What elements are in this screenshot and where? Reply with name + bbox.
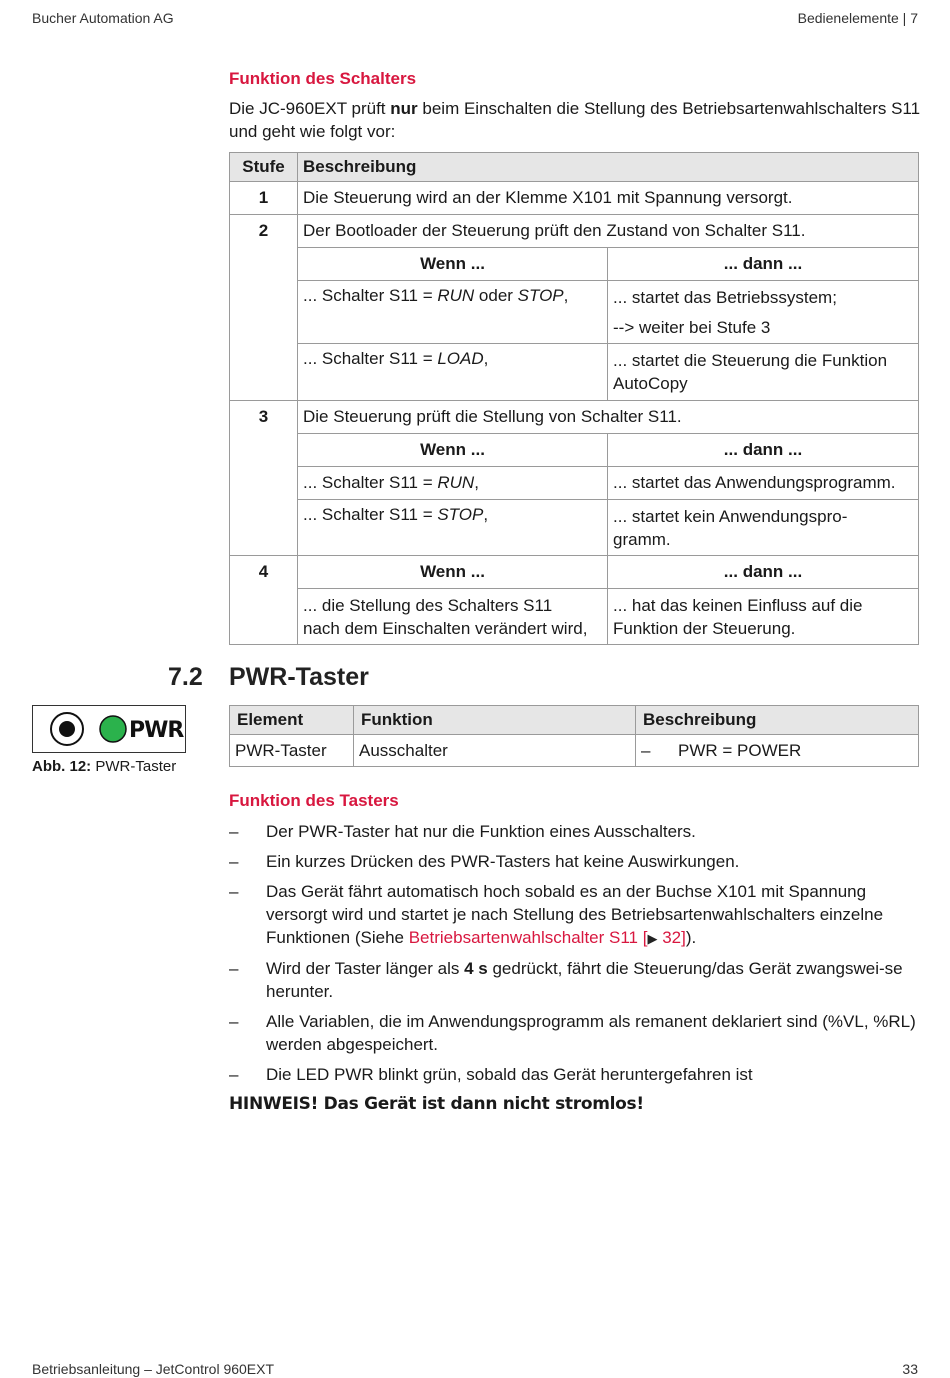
if-suffix: , [563,286,569,305]
header-company: Bucher Automation AG [32,10,174,26]
step-4-if-header: Wenn ... [298,556,608,589]
step-2-then-os [608,281,919,344]
list-item [229,820,919,843]
step-3-if-header: Wenn ... [298,434,608,467]
if-suffix: , [483,505,489,524]
step-4-then-no-effect [608,589,919,645]
intro-bold: nur [390,99,418,118]
section-title: PWR-Taster [229,663,369,691]
footer-document: Betriebsanleitung – JetControl 960EXT [32,1361,275,1377]
then-line-1: ... startet das Betriebssystem; [613,288,837,307]
step-3-if-stop [298,500,608,556]
list-item-text: Alle Variablen, die im Anwendungsprogramm als remanent deklariert sind (%VL, %RL) werden abgespeichert. [266,1012,916,1054]
if-prefix: ... Schalter S11 = [303,286,438,305]
then-line-1: ... hat das keinen Einfluss auf die [613,596,863,615]
section-number: 7.2 [168,663,203,691]
pwr-button-center-icon [59,721,75,737]
description-text: PWR = POWER [678,740,802,760]
col-step-header: Stufe [230,153,298,182]
list-item-end: ). [685,928,697,947]
bullet-dash: – [229,822,239,841]
mode-run: RUN [437,473,475,492]
link-text: Betriebsartenwahlschalter S11 [ [408,928,648,947]
step-3-if-run [298,467,608,500]
list-item-text: Ein kurzes Drücken des PWR-Tasters hat keine Auswirkungen. [266,852,740,871]
intro-part-1: Die JC-960EXT prüft [229,99,391,118]
pwr-description-cell [636,735,919,767]
step-3-then-header: ... dann ... [608,434,919,467]
if-or: oder [474,286,518,305]
list-item-text: Wird der Taster länger als [266,959,465,978]
step-2-then-header: ... dann ... [608,248,919,281]
col-function-header: Funktion [354,706,636,735]
col-description-header: Beschreibung [636,706,919,735]
step-4-number: 4 [230,556,298,645]
list-item-text: Das Gerät fährt automatisch hoch sobald es an der Buchse X101 mit Spannung versorgt wird und startet je nach Stellung des Betriebsartenwahlschalters einzelne Funktionen (Siehe [266,882,884,947]
if-prefix: ... Schalter S11 = [303,349,438,368]
if-line-2: nach dem Einschalten verändert wird, [303,619,588,638]
list-item [229,850,919,873]
step-2-if-run-stop [298,281,608,344]
bullet-dash: – [229,882,239,901]
pwr-button-graphic [33,706,185,752]
pwr-led-icon [100,716,126,742]
then-line-2: Funktion der Steuerung. [613,619,796,638]
switch-steps-table [229,152,919,645]
if-prefix: ... Schalter S11 = [303,505,438,524]
list-item-text: Der PWR-Taster hat nur die Funktion eines Ausschalters. [266,822,696,841]
switch-function-heading: Funktion des Schalters [229,69,417,88]
step-2-if-load [298,344,608,401]
step-2-number: 2 [230,215,298,401]
mode-stop: STOP [517,286,564,305]
list-item [229,957,919,1003]
bullet-dash: – [229,959,239,978]
footer-page-number: 33 [902,1361,918,1377]
step-2-then-autocopy: ... startet die Steuerung die Funktion AutoCopy [608,344,919,401]
cross-reference-link[interactable] [409,928,686,947]
step-4-then-header: ... dann ... [608,556,919,589]
list-item-text-end: gedrückt, fährt die Steuerung/das Gerät zwangswei-se herunter. [266,959,903,1001]
button-function-list [229,820,919,1093]
figure-caption-number: Abb. 12: [32,758,92,775]
if-line-1: ... die Stellung des Schalters S11 [303,596,553,615]
mode-run: RUN [437,286,475,305]
step-3-text: Die Steuerung prüft die Stellung von Schalter S11. [298,401,919,434]
if-suffix: , [483,349,489,368]
step-3-number: 3 [230,401,298,556]
pwr-function-cell: Ausschalter [354,735,636,767]
pwr-button-figure [32,705,186,753]
then-line-2: gramm. [613,530,671,549]
col-desc-header: Beschreibung [298,153,919,182]
intro-part-2: beim Einschalten die Stellung des Betriebsartenwahlschalters S11 und geht wie folgt vor: [229,99,921,141]
pwr-led-label: PWR [129,718,184,743]
play-arrow-icon: ▶ [647,931,658,946]
duration-bold: 4 s [464,959,488,978]
mode-stop: STOP [437,505,484,524]
step-2-text: Der Bootloader der Steuerung prüft den Zustand von Schalter S11. [298,215,919,248]
pwr-element-cell: PWR-Taster [230,735,354,767]
link-page: 32] [657,928,686,947]
step-3-then-app: ... startet das Anwendungsprogramm. [608,467,919,500]
figure-caption [32,758,176,775]
figure-caption-text: PWR-Taster [91,758,177,775]
pwr-element-table [229,705,919,767]
step-1-text: Die Steuerung wird an der Klemme X101 mit Spannung versorgt. [298,182,919,215]
notice-text: HINWEIS! Das Gerät ist dann nicht stromlos! [229,1094,644,1114]
description-dash: – [641,740,651,760]
step-1-number: 1 [230,182,298,215]
then-line-2: --> weiter bei Stufe 3 [613,318,771,337]
if-suffix: , [474,473,479,492]
list-item-text: Die LED PWR blinkt grün, sobald das Gerät heruntergefahren ist [266,1065,753,1084]
step-2-if-header: Wenn ... [298,248,608,281]
header-section: Bedienelemente | 7 [797,10,918,26]
bullet-dash: – [229,852,239,871]
if-prefix: ... Schalter S11 = [303,473,438,492]
list-item [229,880,919,950]
col-element-header: Element [230,706,354,735]
list-item [229,1063,919,1086]
list-item [229,1010,919,1056]
step-3-then-no-app [608,500,919,556]
mode-load: LOAD [437,349,484,368]
then-line-1: ... startet kein Anwendungspro- [613,507,848,526]
step-4-if-changed [298,589,608,645]
bullet-dash: – [229,1065,239,1084]
button-function-heading: Funktion des Tasters [229,791,399,810]
bullet-dash: – [229,1012,239,1031]
switch-function-intro [229,97,929,143]
